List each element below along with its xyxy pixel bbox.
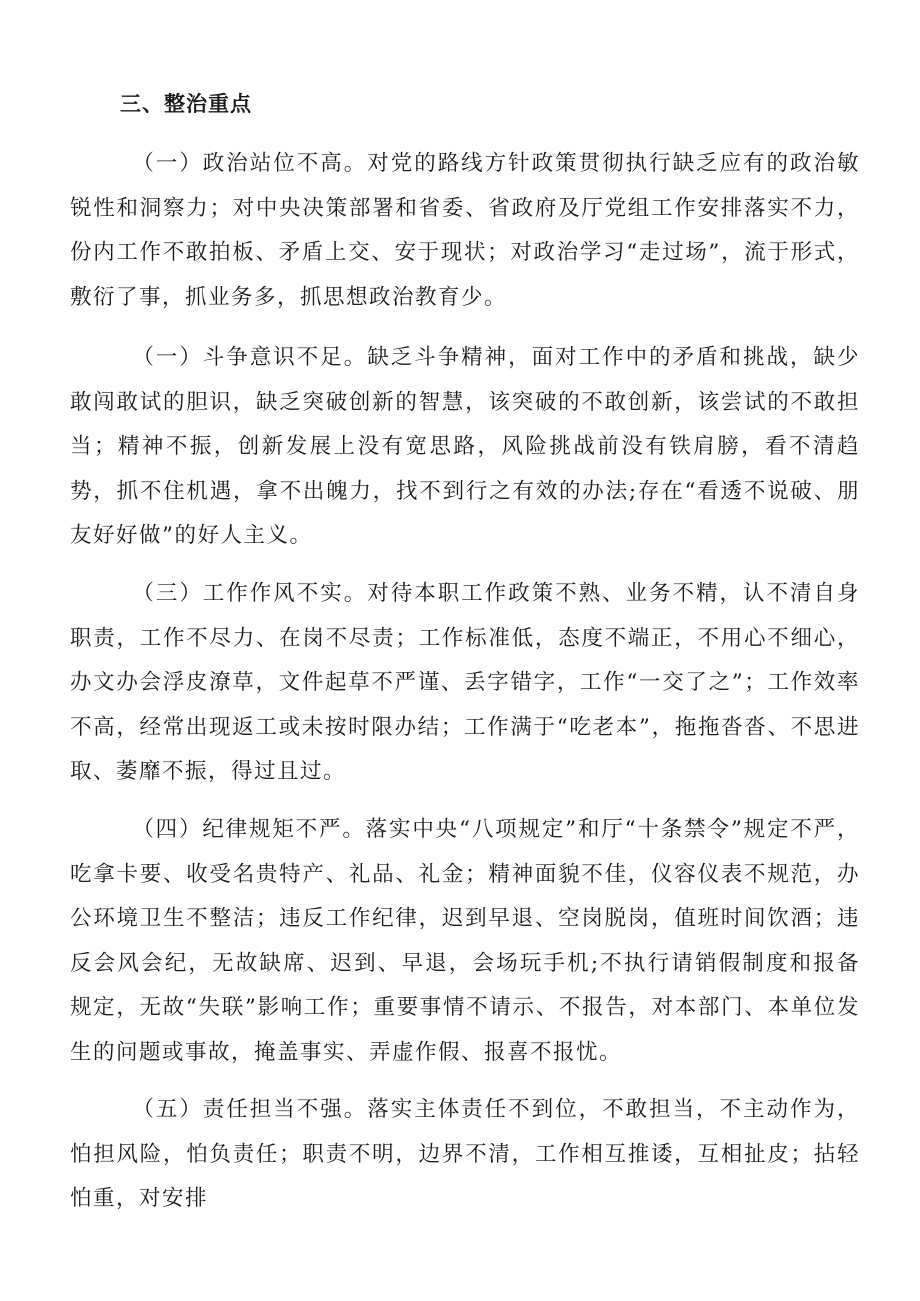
paragraph-responsibility: （五）责任担当不强。落实主体责任不到位，不敢担当，不主动作为，怕担风险，怕负责任；职责不明，边界不清，工作相互推诿，互相扯皮；拈轻怕重，对安排 bbox=[70, 1097, 860, 1211]
paragraph-discipline-rules: （四）纪律规矩不严。落实中央“八项规定”和厅“十条禁令”规定不严，吃拿卡要、收受名贵特产、礼品、礼金；精神面貌不佳，仪容仪表不规范，办公环境卫生不整洁；违反工作纪律，迟到早退、空岗脱岗，值班时间饮酒；违反会风会纪，无故缺席、迟到、早退，会场玩手机;不执行请销假制度和报备规定，无故“失联”影响工作；重要事情不请示、不报告，对本部门、本单位发生的问题或事故，掩盖事实、弄虚作假、报喜不报忧。 bbox=[70, 817, 860, 1065]
section-heading: 三、整治重点 bbox=[120, 92, 252, 116]
paragraph-work-style: （三）工作作风不实。对待本职工作政策不熟、业务不精，认不清自身职责，工作不尽力、在岗不尽责；工作标准低，态度不端正，不用心不细心，办文办会浮皮潦草，文件起草不严谨、丢字错字，工作“一交了之”；工作效率不高，经常出现返工或未按时限办结；工作满于“吃老本”，拖拖沓沓、不思进取、萎靡不振，得过且过。 bbox=[70, 581, 860, 784]
paragraph-political-stance: （一）政治站位不高。对党的路线方针政策贯彻执行缺乏应有的政治敏锐性和洞察力；对中央决策部署和省委、省政府及厅党组工作安排落实不力，份内工作不敢拍板、矛盾上交、安于现状；对政治学习“走过场”，流于形式，敷衍了事，抓业务多，抓思想政治教育少。 bbox=[70, 151, 860, 310]
paragraph-struggle-awareness: （一）斗争意识不足。缺乏斗争精神，面对工作中的矛盾和挑战，缺少敢闯敢试的胆识，缺乏突破创新的智慧，该突破的不敢创新，该尝试的不敢担当；精神不振，创新发展上没有宽思路，风险挑战前没有铁肩膀，看不清趋势，抓不住机遇，拿不出魄力，找不到行之有效的办法;存在“看透不说破、朋友好好做”的好人主义。 bbox=[70, 345, 860, 548]
